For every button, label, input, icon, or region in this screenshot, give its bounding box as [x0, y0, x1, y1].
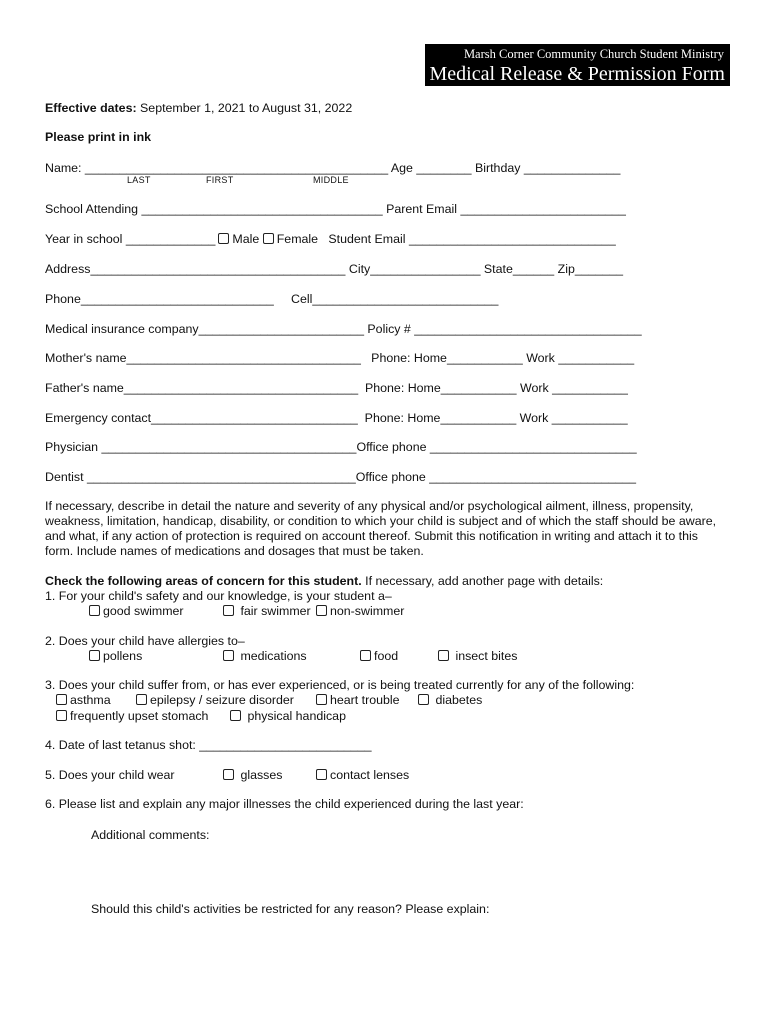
address-field[interactable]: Address_____________________________________ City________________ State______ Zip_______ — [45, 262, 624, 276]
school-field[interactable]: School Attending ___________________________________ Parent Email ________________________ — [45, 202, 626, 216]
checkbox[interactable] — [230, 710, 241, 721]
option-label: good swimmer — [103, 604, 184, 618]
effective-value: September 1, 2021 to August 31, 2022 — [136, 101, 353, 115]
checkbox[interactable] — [136, 694, 147, 705]
female-label: Female — [276, 232, 319, 246]
q1-option[interactable] — [89, 604, 184, 619]
checkbox[interactable] — [89, 650, 100, 661]
name-field[interactable]: Name: ____________________________________________ Age ________ Birthday ______________ — [45, 161, 621, 175]
print-note: Please print in ink — [45, 130, 152, 144]
q3-option[interactable] — [230, 709, 346, 724]
option-label: fair swimmer — [240, 604, 311, 618]
option-label: pollens — [103, 649, 143, 663]
name-middle-caption: MIDDLE — [313, 175, 349, 185]
name-last-caption: LAST — [127, 175, 151, 185]
option-label: asthma — [70, 693, 111, 707]
physician-field[interactable]: Physician _____________________________________Office phone ______________________________ — [45, 440, 637, 454]
q2-option[interactable] — [89, 649, 142, 664]
q3-option[interactable] — [56, 693, 111, 708]
option-label: frequently upset stomach — [70, 709, 209, 723]
instructions-paragraph: If necessary, describe in detail the nature and severity of any physical and/or psychological ailment, illness, propensity, weakness, limitation, handicap, disability, or condition to which your child is subject and of which the staff should be aware, and what, if any action of protection is required on account thereof. Submit this notification in writing and attach it to this form. Include names of medications and dosages that must be taken. — [45, 499, 717, 558]
question-2: 2. Does your child have allergies to– — [45, 634, 245, 648]
dentist-field[interactable]: Dentist _______________________________________Office phone ______________________________ — [45, 470, 636, 484]
q3-option[interactable] — [136, 693, 294, 708]
mother-field[interactable]: Mother's name__________________________________ Phone: Home___________ Work ___________ — [45, 351, 635, 365]
checkbox[interactable] — [223, 605, 234, 616]
checkbox[interactable] — [438, 650, 449, 661]
name-first-caption: FIRST — [206, 175, 234, 185]
checkbox[interactable] — [316, 605, 327, 616]
checkbox[interactable] — [316, 694, 327, 705]
effective-dates — [45, 101, 352, 116]
q1-option[interactable] — [316, 604, 404, 619]
additional-comments-label: Additional comments: — [91, 828, 210, 842]
checkbox[interactable] — [89, 605, 100, 616]
question-5: 5. Does your child wear — [45, 768, 175, 782]
restriction-question: Should this child's activities be restricted for any reason? Please explain: — [91, 902, 490, 916]
year-in-school-field[interactable]: Year in school _____________ — [45, 232, 216, 246]
checkbox[interactable] — [418, 694, 429, 705]
q2-option[interactable] — [438, 649, 517, 664]
option-label: heart trouble — [330, 693, 400, 707]
phone-field[interactable]: Phone____________________________ Cell___________________________ — [45, 292, 499, 306]
q3-option[interactable] — [418, 693, 482, 708]
male-checkbox[interactable] — [218, 233, 229, 244]
q2-option[interactable] — [223, 649, 307, 664]
ministry-name: Marsh Corner Community Church Student Ministry — [463, 47, 724, 61]
form-title: Medical Release & Permission Form — [429, 63, 725, 85]
male-label: Male — [232, 232, 260, 246]
q3-option[interactable] — [56, 709, 208, 724]
effective-label: Effective dates: — [45, 101, 137, 115]
student-email-field[interactable]: Student Email ______________________________ — [328, 232, 616, 246]
checkbox[interactable] — [56, 694, 67, 705]
question-4[interactable]: 4. Date of last tetanus shot: _________________________ — [45, 738, 372, 752]
q5-option[interactable] — [316, 768, 409, 783]
concerns-heading-rest: If necessary, add another page with details: — [361, 574, 604, 588]
concerns-heading — [45, 574, 603, 589]
checkbox[interactable] — [223, 769, 234, 780]
option-label: food — [374, 649, 399, 663]
checkbox[interactable] — [360, 650, 371, 661]
checkbox[interactable] — [316, 769, 327, 780]
option-label: non-swimmer — [330, 604, 405, 618]
father-field[interactable]: Father's name__________________________________ Phone: Home___________ Work ___________ — [45, 381, 628, 395]
form-header — [425, 44, 730, 86]
q1-option[interactable] — [223, 604, 311, 619]
question-1: 1. For your child's safety and our knowledge, is your student a– — [45, 589, 392, 603]
concerns-heading-bold: Check the following areas of concern for this student. — [45, 574, 362, 588]
q2-option[interactable] — [360, 649, 398, 664]
insurance-field[interactable]: Medical insurance company________________________ Policy # _________________________________ — [45, 322, 642, 336]
checkbox[interactable] — [56, 710, 67, 721]
female-checkbox[interactable] — [263, 233, 274, 244]
q3-option[interactable] — [316, 693, 400, 708]
question-6: 6. Please list and explain any major illnesses the child experienced during the last year: — [45, 797, 524, 811]
year-row — [45, 232, 616, 247]
option-label: physical handicap — [247, 709, 346, 723]
option-label: contact lenses — [330, 768, 410, 782]
option-label: glasses — [240, 768, 283, 782]
option-label: medications — [240, 649, 307, 663]
option-label: diabetes — [435, 693, 483, 707]
option-label: insect bites — [455, 649, 518, 663]
q5-option[interactable] — [223, 768, 282, 783]
emergency-field[interactable]: Emergency contact______________________________ Phone: Home___________ Work ___________ — [45, 411, 628, 425]
checkbox[interactable] — [223, 650, 234, 661]
option-label: epilepsy / seizure disorder — [150, 693, 294, 707]
question-3: 3. Does your child suffer from, or has ever experienced, or is being treated currently for any of the following: — [45, 678, 635, 692]
